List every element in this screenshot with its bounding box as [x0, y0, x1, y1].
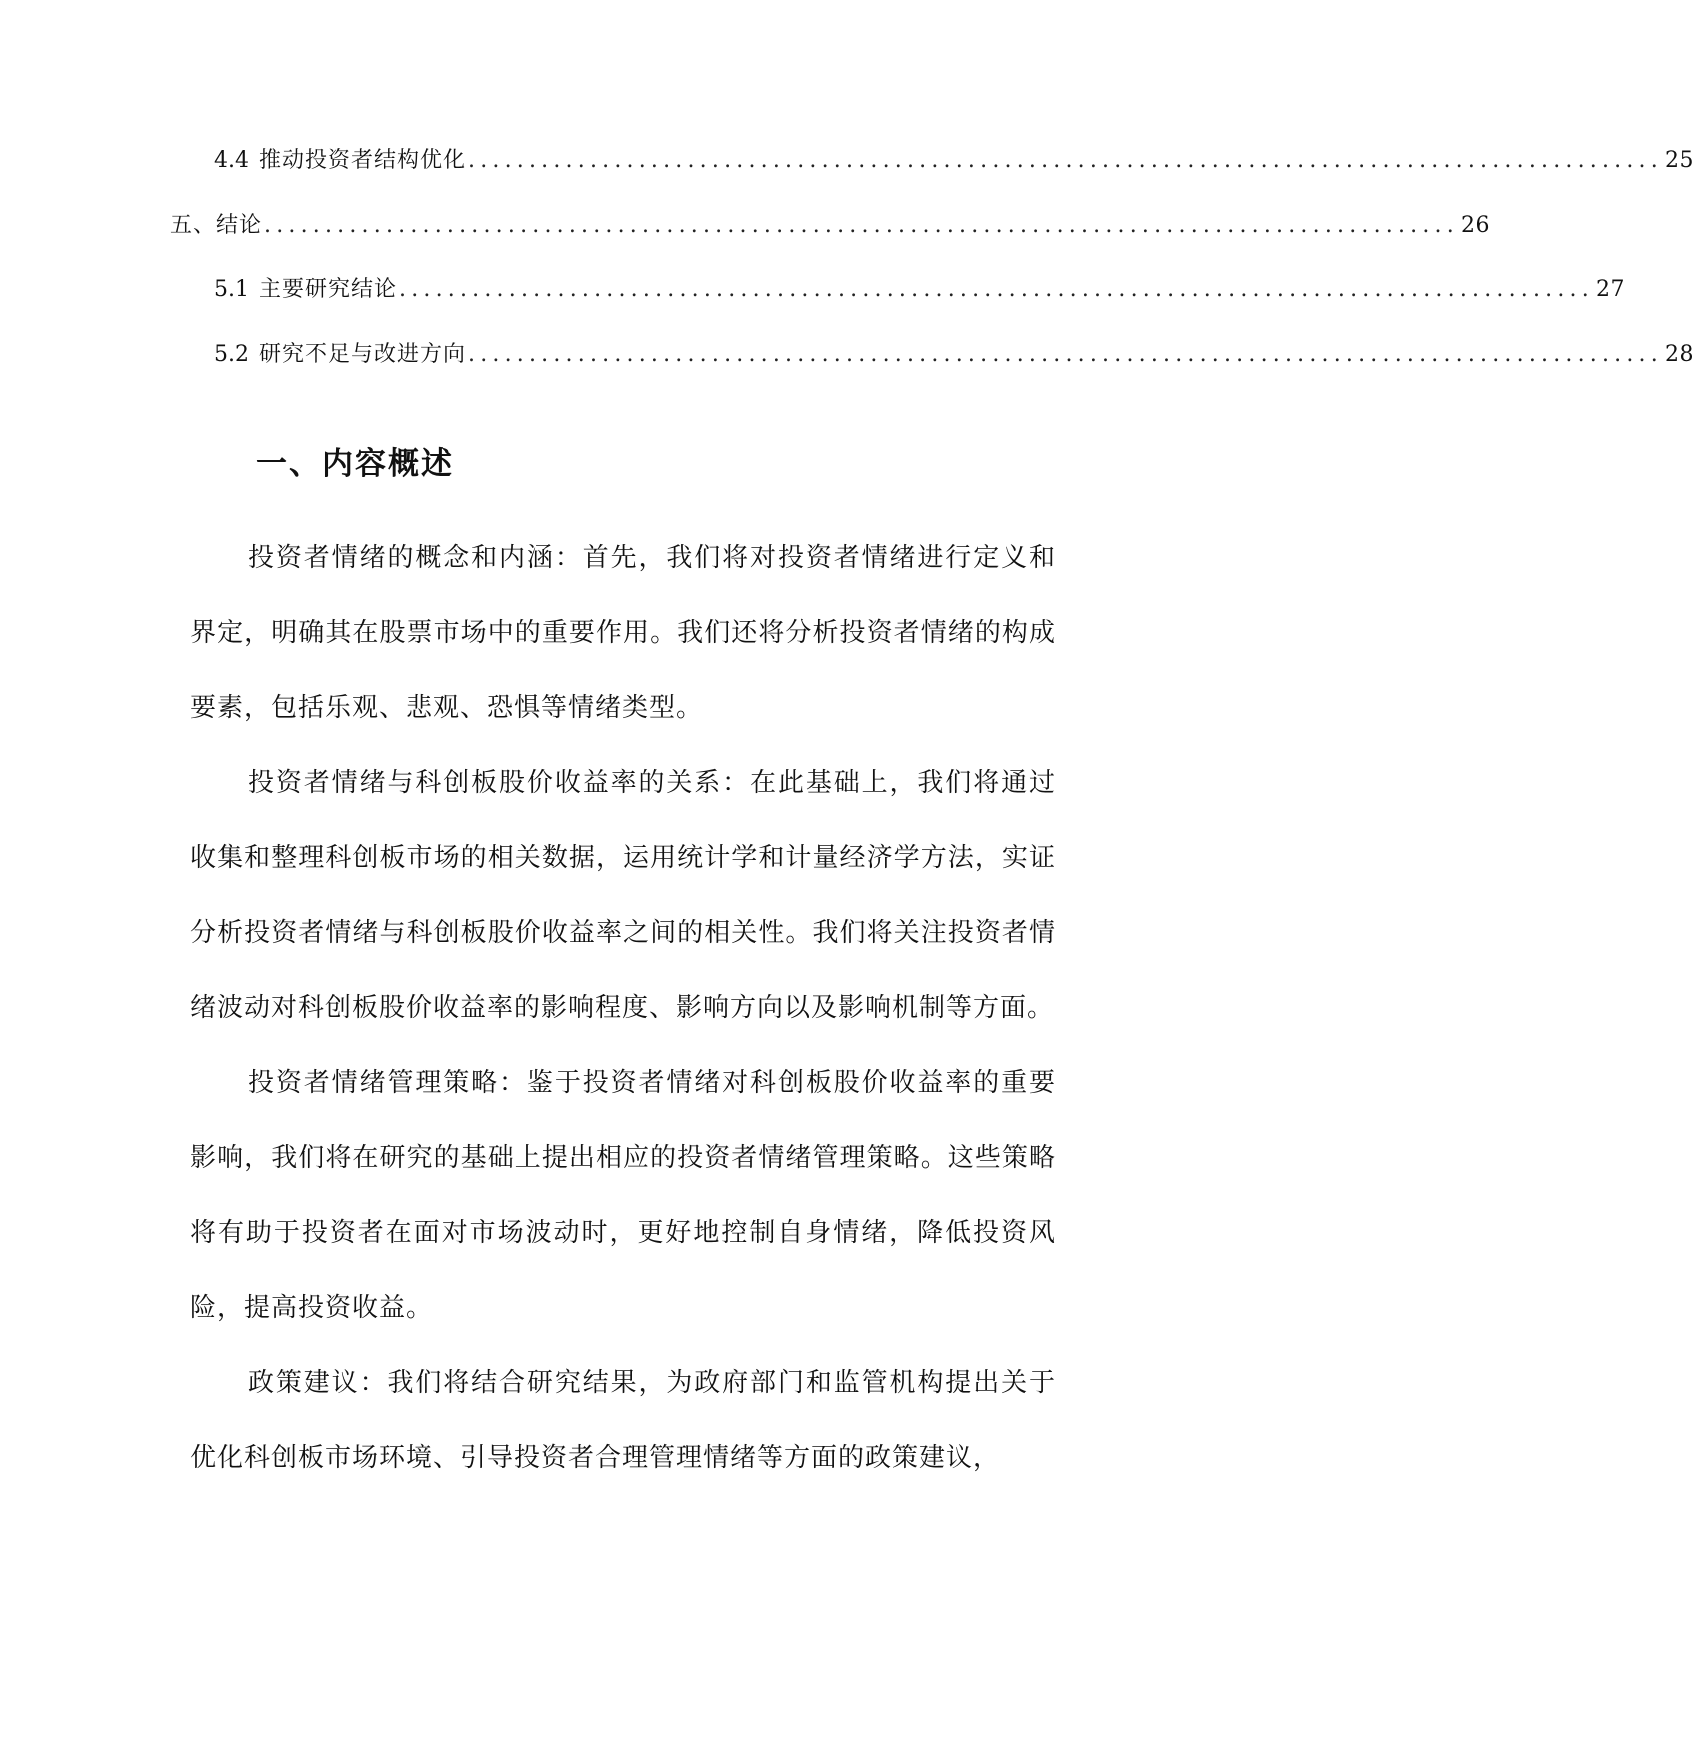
body-paragraph: 政策建议：我们将结合研究结果，为政府部门和监管机构提出关于优化科创板市场环境、引导投资者合理管理情绪等方面的政策建议，: [190, 1368, 1056, 1473]
toc-leader-dots: ..................................................................................................: [264, 212, 1459, 238]
toc-entry-page: 26: [1460, 212, 1490, 238]
toc-entry-number: 5.2: [214, 341, 249, 367]
toc-entry-title: 推动投资者结构优化: [259, 148, 467, 173]
toc-leader-dots: ..................................................................................................: [468, 341, 1663, 367]
toc-entry-title: 主要研究结论: [259, 277, 398, 302]
toc-leader-dots: ..................................................................................................: [468, 148, 1663, 173]
toc-entry-number: 4.4: [214, 148, 249, 173]
toc-entry-page: 27: [1595, 277, 1625, 302]
toc-entry[interactable]: [190, 275, 1625, 340]
toc-entry-page: 25: [1664, 148, 1694, 173]
toc-entry-number: 5.1: [214, 277, 249, 302]
section-body: [190, 521, 1056, 1496]
toc-entry[interactable]: [190, 340, 1694, 405]
section-heading: 一、内容概述: [256, 446, 454, 482]
body-paragraph: 投资者情绪管理策略：鉴于投资者情绪对科创板股价收益率的重要影响，我们将在研究的基础上提出相应的投资者情绪管理策略。这些策略将有助于投资者在面对市场波动时，更好地控制自身情绪，降低投资风险，提高投资收益。: [190, 1068, 1056, 1323]
table-of-contents: [170, 146, 1694, 404]
toc-leader-dots: ..................................................................................................: [399, 277, 1594, 302]
toc-entry-page: 28: [1664, 341, 1694, 367]
toc-entry[interactable]: [190, 146, 1694, 211]
toc-entry-title: 五、结论: [170, 212, 263, 238]
body-paragraph: 投资者情绪与科创板股价收益率的关系：在此基础上，我们将通过收集和整理科创板市场的相关数据，运用统计学和计量经济学方法，实证分析投资者情绪与科创板股价收益率之间的相关性。我们将关注投资者情绪波动对科创板股价收益率的影响程度、影响方向以及影响机制等方面。: [190, 768, 1056, 1023]
body-paragraph: 投资者情绪的概念和内涵：首先，我们将对投资者情绪进行定义和界定，明确其在股票市场中的重要作用。我们还将分析投资者情绪的构成要素，包括乐观、悲观、恐惧等情绪类型。: [190, 543, 1056, 723]
toc-entry[interactable]: [170, 211, 1490, 276]
toc-entry-title: 研究不足与改进方向: [259, 341, 467, 367]
